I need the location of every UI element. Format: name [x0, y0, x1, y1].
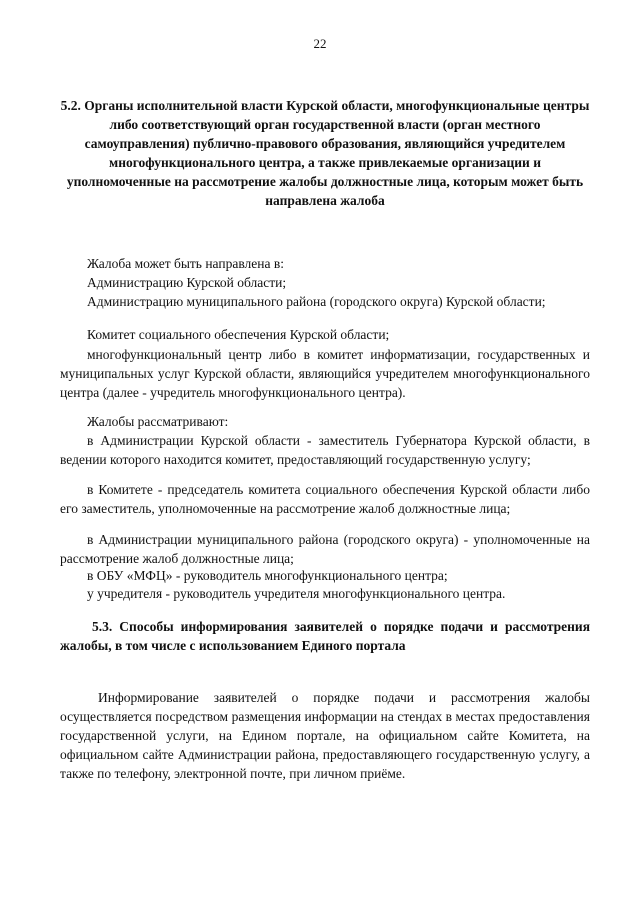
paragraph: многофункциональный центр либо в комитет информатизации, государственных и муниципальных услуг Курской области, являющийся учредителем многофункционального центра (далее - учредитель многофункционального центра).: [60, 347, 590, 400]
page-number: 22: [313, 36, 327, 51]
section-5-3-title-text: 5.3. Способы информирования заявителей о порядке подачи и рассмотрения жалобы, в том числе с использованием Единого портала: [60, 619, 590, 653]
section-5-2-title: 5.2. Органы исполнительной власти Курской области, многофункциональные центры либо соответствующий орган государственной власти (орган местного самоуправления) публично-правового образования, являющийся учредителем многофункционального центра, а также привлекаемые организации и уполномоченные на рассмотрение жалобы должностные лица, которым может быть направлена жалоба: [60, 98, 590, 208]
paragraph: у учредителя - руководитель учредителя многофункционального центра.: [87, 586, 506, 601]
section-5-3-title: [60, 617, 590, 655]
paragraph: Жалобы рассматривают:: [87, 414, 229, 429]
paragraph: Комитет социального обеспечения Курской области;: [87, 327, 390, 342]
paragraph: в Комитете - председатель комитета социального обеспечения Курской области либо его заместитель, уполномоченные на рассмотрение жалоб должностные лица;: [60, 482, 590, 516]
paragraph: Администрацию муниципального района (городского округа) Курской области;: [87, 294, 546, 309]
paragraph: Администрацию Курской области;: [87, 275, 287, 290]
paragraph: в Администрации Курской области - заместитель Губернатора Курской области, в ведении которого находится комитет, предоставляющий государственную услугу;: [60, 433, 590, 467]
paragraph: Жалоба может быть направлена в:: [87, 256, 284, 271]
paragraph: в ОБУ «МФЦ» - руководитель многофункционального центра;: [87, 568, 448, 583]
paragraph: в Администрации муниципального района (городского округа) - уполномоченные на рассмотрение жалоб должностные лица;: [60, 532, 590, 566]
paragraph: Информирование заявителей о порядке подачи и рассмотрения жалобы осуществляется посредством размещения информации на стендах в местах предоставления государственной услуги, на Едином портале, на официальном сайте Комитета, на официальном сайте Администрации района, предоставляющего государственную услугу, а также по телефону, электронной почте, при личном приёме.: [60, 690, 590, 781]
